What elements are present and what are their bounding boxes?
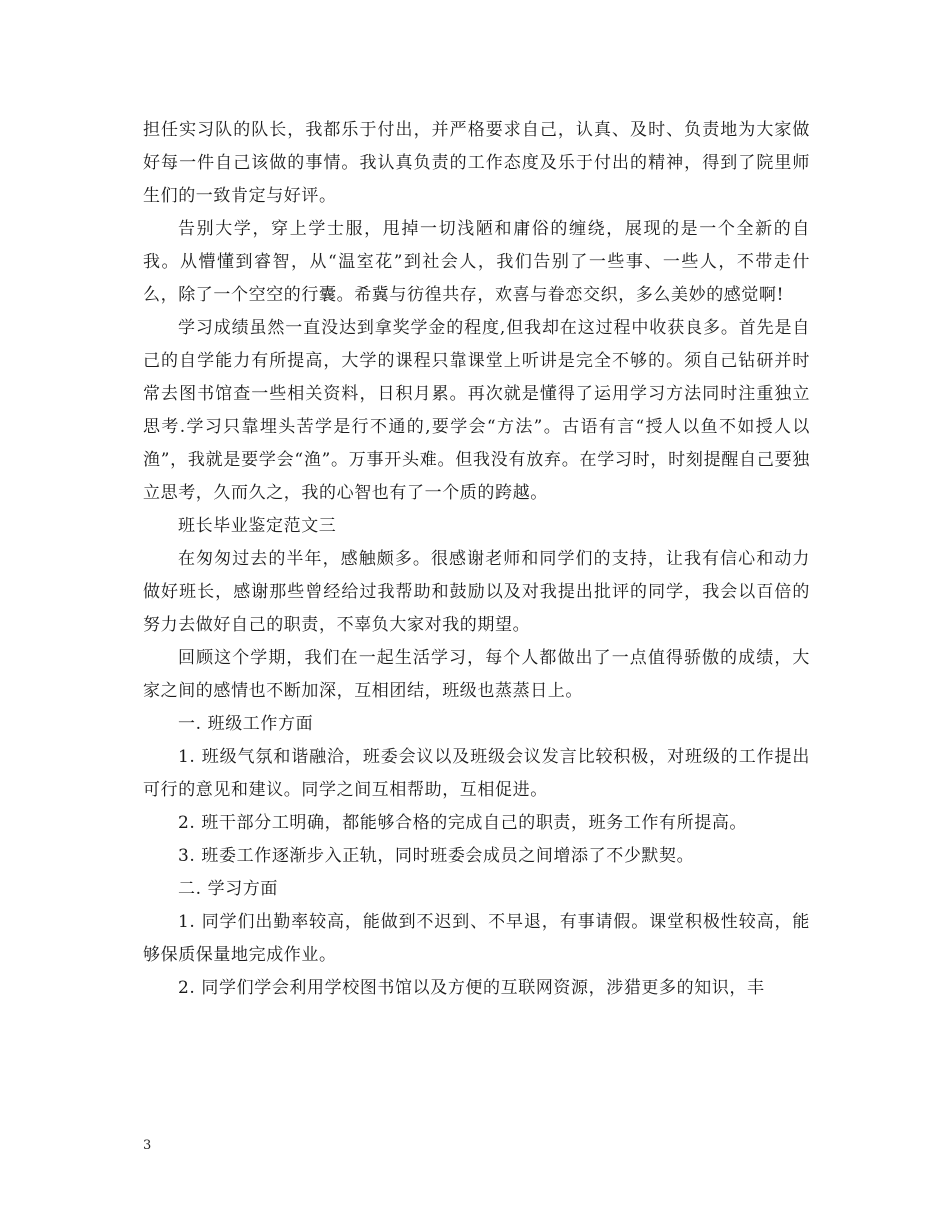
document-body [143,114,810,1005]
paragraph-2: 告别大学，穿上学士服，甩掉一切浅陋和庸俗的缠绕，展现的是一个全新的自我。从懵懂到睿智，从“温室花”到社会人，我们告别了一些事、一些人，不带走什么，除了一个空空的行囊。希冀与彷徨共存，欢喜与眷恋交织，多么美妙的感觉啊! [143,219,810,305]
section-heading-sample-three: 班长毕业鉴定范文三 [178,516,337,536]
list-item-class-work-2: 2. 班干部分工明确，都能够合格的完成自己的职责，班务工作有所提高。 [178,813,748,833]
list-item-study-1: 1. 同学们出勤率较高，能做到不迟到、不早退，有事请假。课堂积极性较高，能够保质保量地完成作业。 [143,912,810,965]
page-number: 3 [143,1138,152,1153]
paragraph-3: 学习成绩虽然一直没达到拿奖学金的程度,但我却在这过程中收获良多。首先是自己的自学能力有所提高，大学的课程只靠课堂上听讲是完全不够的。须自己钻研并时常去图书馆查一些相关资料，日积月累。再次就是懂得了运用学习方法同时注重独立思考.学习只靠埋头苦学是行不通的,要学会“方法”。古语有言“授人以鱼不如授人以渔”，我就是要学会“渔”。万事开头难。但我没有放弃。在学习时，时刻提醒自己要独立思考，久而久之，我的心智也有了一个质的跨越。 [143,318,810,503]
paragraph-5: 在匆匆过去的半年，感触颇多。很感谢老师和同学们的支持，让我有信心和动力做好班长，感谢那些曾经给过我帮助和鼓励以及对我提出批评的同学，我会以百倍的努力去做好自己的职责，不辜负大家对我的期望。 [143,549,810,635]
paragraph-1: 担任实习队的队长，我都乐于付出，并严格要求自己，认真、及时、负责地为大家做好每一件自己该做的事情。我认真负责的工作态度及乐于付出的精神，得到了院里师生们的一致肯定与好评。 [143,120,810,206]
list-item-study-2: 2. 同学们学会利用学校图书馆以及方便的互联网资源，涉猎更多的知识，丰 [178,978,765,998]
list-item-class-work-1: 1. 班级气氛和谐融洽，班委会议以及班级会议发言比较积极，对班级的工作提出可行的意见和建议。同学之间互相帮助，互相促进。 [143,747,810,800]
section-heading-study: 二. 学习方面 [178,879,279,899]
list-item-class-work-3: 3. 班委工作逐渐步入正轨，同时班委会成员之间增添了不少默契。 [178,846,695,866]
section-heading-class-work: 一. 班级工作方面 [178,714,314,734]
paragraph-6: 回顾这个学期，我们在一起生活学习，每个人都做出了一点值得骄傲的成绩，大家之间的感情也不断加深，互相团结，班级也蒸蒸日上。 [143,648,810,701]
